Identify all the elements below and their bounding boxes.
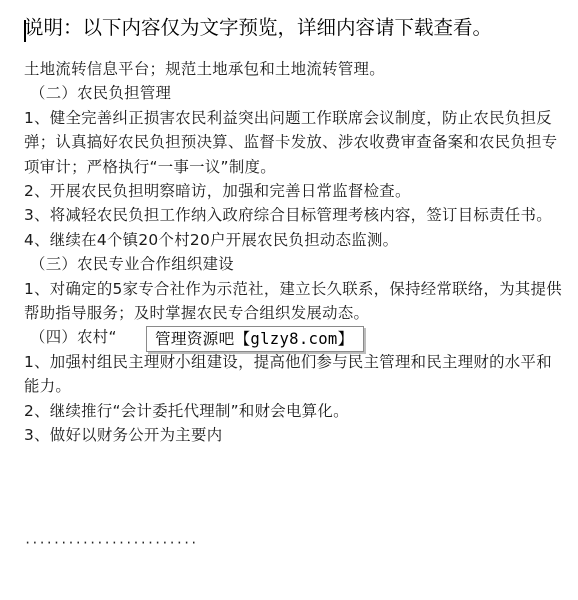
paragraph: 2、开展农民负担明察暗访，加强和完善日常监督检查。 — [24, 182, 411, 201]
watermark-banner[interactable] — [146, 326, 364, 352]
preview-notice: 说明：以下内容仅为文字预览，详细内容请下载查看。 — [24, 16, 493, 39]
paragraph: 土地流转信息平台；规范土地承包和土地流转管理。 — [24, 60, 385, 78]
section-heading-text: （四）农村“ — [30, 328, 117, 347]
paragraph: 1、加强村组民主理财小组建设，提高他们参与民主管理和民主理财的水平和能力。 — [24, 352, 552, 396]
paragraph: 4、继续在4个镇20个村20户开展农民负担动态监测。 — [24, 230, 399, 249]
watermark-prefix: 管理资源吧【 — [155, 330, 251, 349]
truncation-ellipsis: ························ — [24, 536, 198, 550]
section-heading — [24, 325, 564, 349]
paragraph: 3、将减轻农民负担工作纳入政府综合目标管理考核内容，签订目标责任书。 — [24, 206, 552, 225]
document-body — [24, 57, 564, 448]
section-heading: （三）农民专业合作组织建设 — [30, 255, 234, 274]
watermark-site: glzy8.com — [250, 330, 338, 349]
paragraph: 1、健全完善纠正损害农民利益突出问题工作联席会议制度，防止农民负担反弹；认真搞好农民负担预决算、监督卡发放、涉农收费审查备案和农民负担专项审计；严格执行“一事一议”制度。 — [24, 108, 558, 176]
watermark-suffix: 】 — [337, 330, 354, 349]
paragraph: 3、做好以财务公开为主要内 — [24, 426, 223, 445]
section-heading: （二）农民负担管理 — [30, 84, 172, 103]
paragraph: 1、对确定的5家专合社作为示范社，建立长久联系，保持经常联络，为其提供帮助指导服务；及时掌握农民专合组织发展动态。 — [24, 279, 562, 323]
paragraph: 2、继续推行“会计委托代理制”和财会电算化。 — [24, 401, 349, 420]
